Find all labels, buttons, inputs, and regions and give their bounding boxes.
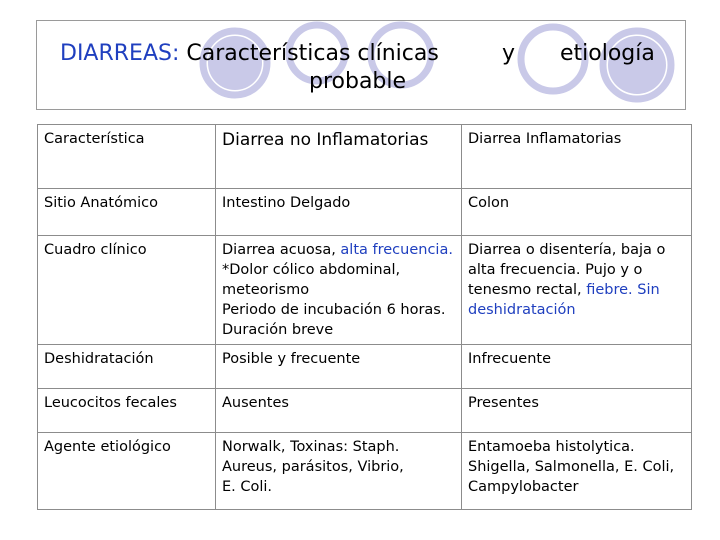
title-conjunction: y [502, 41, 516, 66]
page-title [60, 41, 439, 67]
cell-inflamatorias [462, 433, 692, 510]
row-label: Cuadro clínico [38, 236, 216, 345]
cell-text-highlight: fiebre. Sin deshidratación [468, 282, 660, 318]
cell-text: Diarrea o disentería, baja o alta frecuencia. Pujo y o tenesmo rectal, [468, 242, 666, 298]
header-inflamatorias: Diarrea Inflamatorias [462, 125, 692, 189]
row-label: Agente etiológico [38, 433, 216, 510]
cell-text: Periodo de incubación 6 horas. Duración breve [222, 302, 446, 338]
cell-text: E. Coli. [222, 479, 273, 495]
cell-inflamatorias [462, 236, 692, 345]
header-caracteristica: Característica [38, 125, 216, 189]
title-text: Características clínicas [179, 41, 439, 66]
characteristics-table [37, 124, 692, 510]
cell-inflamatorias: Infrecuente [462, 345, 692, 389]
cell-no-inflamatorias: Ausentes [216, 389, 462, 433]
title-etiologia: etiología [560, 41, 655, 66]
cell-no-inflamatorias: Intestino Delgado [216, 189, 462, 236]
table-row [38, 345, 692, 389]
row-label: Sitio Anatómico [38, 189, 216, 236]
title-highlight: DIARREAS: [60, 41, 180, 66]
cell-text: Entamoeba histolytica. [468, 439, 635, 455]
title-box [36, 20, 686, 110]
row-label: Leucocitos fecales [38, 389, 216, 433]
cell-inflamatorias: Presentes [462, 389, 692, 433]
title-line-2: probable [309, 69, 407, 94]
cell-text: Shigella, Salmonella, E. Coli, Campylobacter [468, 459, 675, 495]
cell-no-inflamatorias [216, 433, 462, 510]
table-row [38, 236, 692, 345]
cell-text: *Dolor cólico abdominal, meteorismo [222, 262, 401, 298]
cell-no-inflamatorias [216, 236, 462, 345]
table-header-row [38, 125, 692, 189]
table-row [38, 389, 692, 433]
cell-text-highlight: alta frecuencia. [340, 242, 453, 258]
header-no-inflamatorias: Diarrea no Inflamatorias [216, 125, 462, 189]
table-row [38, 189, 692, 236]
cell-no-inflamatorias: Posible y frecuente [216, 345, 462, 389]
table-row [38, 433, 692, 510]
cell-inflamatorias: Colon [462, 189, 692, 236]
row-label: Deshidratación [38, 345, 216, 389]
cell-text: Diarrea acuosa, [222, 242, 341, 258]
cell-text: Norwalk, Toxinas: Staph. Aureus, parásitos, Vibrio, [222, 439, 404, 475]
